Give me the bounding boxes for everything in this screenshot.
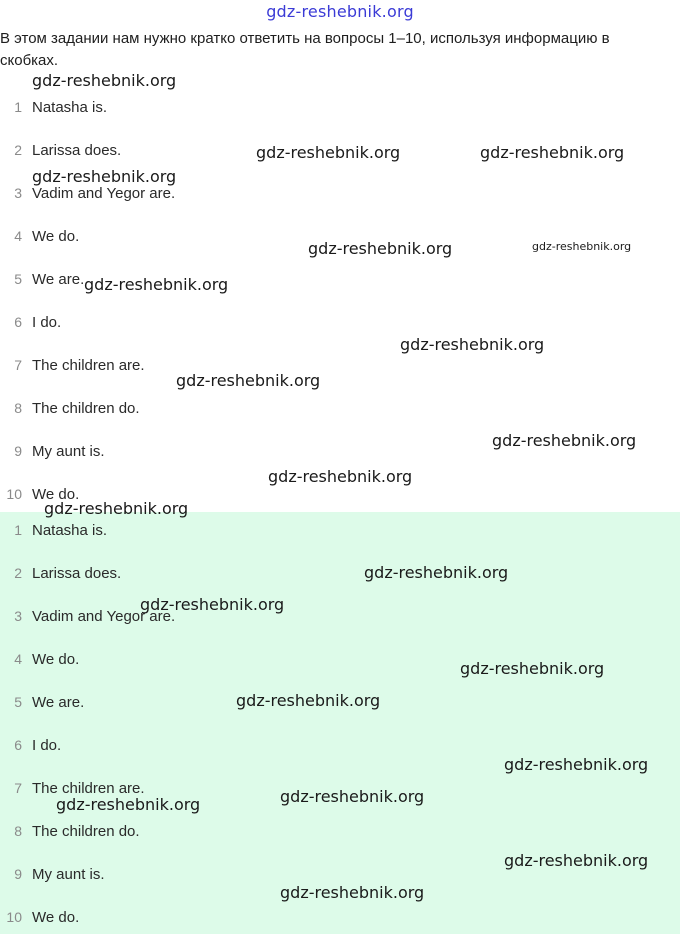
answer-number: 8 [14, 823, 22, 839]
watermark: gdz-reshebnik.org [364, 563, 509, 582]
answer-number: 4 [14, 228, 22, 244]
watermark: gdz-reshebnik.org [268, 467, 413, 486]
watermark: gdz-reshebnik.org [280, 787, 425, 806]
watermark: gdz-reshebnik.org [308, 239, 453, 258]
answer-number: 6 [14, 737, 22, 753]
answer-text: We do. [32, 909, 80, 926]
answers-section-bottom [0, 512, 680, 934]
answer-number: 1 [14, 99, 22, 115]
watermark: gdz-reshebnik.org [256, 143, 401, 162]
answer-row [0, 387, 680, 430]
answer-text: Vadim and Yegor are. [32, 608, 176, 625]
watermark: gdz-reshebnik.org [460, 659, 605, 678]
site-title[interactable]: gdz-reshebnik.org [266, 2, 414, 21]
answer-text: The children are. [32, 357, 145, 374]
answer-text: I do. [32, 737, 62, 754]
answer-text: Natasha is. [32, 522, 108, 539]
answer-row [0, 598, 680, 641]
watermark: gdz-reshebnik.org [480, 143, 625, 162]
watermark: gdz-reshebnik.org [32, 167, 177, 186]
answer-row [0, 555, 680, 598]
answer-text: Larissa does. [32, 565, 122, 582]
watermark: gdz-reshebnik.org [400, 335, 545, 354]
watermark: gdz-reshebnik.org [84, 275, 229, 294]
watermark: gdz-reshebnik.org [280, 883, 425, 902]
answer-number: 4 [14, 651, 22, 667]
answer-text: We are. [32, 694, 85, 711]
answer-text: We do. [32, 651, 80, 668]
answer-number: 1 [14, 522, 22, 538]
answer-number: 10 [6, 909, 22, 925]
answer-number: 2 [14, 142, 22, 158]
answer-number: 9 [14, 866, 22, 882]
answer-text: Larissa does. [32, 142, 122, 159]
answer-text: We do. [32, 486, 80, 503]
watermark: gdz-reshebnik.org [504, 851, 649, 870]
watermark: gdz-reshebnik.org [492, 431, 637, 450]
watermark: gdz-reshebnik.org [532, 240, 632, 253]
answer-number: 5 [14, 694, 22, 710]
watermark: gdz-reshebnik.org [32, 71, 177, 90]
answer-number: 3 [14, 185, 22, 201]
answer-text: Natasha is. [32, 99, 108, 116]
answer-row [0, 899, 680, 934]
answer-row [0, 86, 680, 129]
answer-row [0, 813, 680, 856]
answer-number: 6 [14, 314, 22, 330]
task-intro: В этом задании нам нужно кратко ответить на вопросы 1–10, используя информацию в скобках. [0, 30, 610, 69]
watermark: gdz-reshebnik.org [176, 371, 321, 390]
watermark: gdz-reshebnik.org [236, 691, 381, 710]
answer-text: The children do. [32, 400, 140, 417]
answer-row [0, 344, 680, 387]
answer-number: 7 [14, 780, 22, 796]
answer-number: 8 [14, 400, 22, 416]
answer-text: My aunt is. [32, 866, 105, 883]
answer-number: 2 [14, 565, 22, 581]
watermark: gdz-reshebnik.org [44, 499, 189, 518]
answer-number: 9 [14, 443, 22, 459]
watermark: gdz-reshebnik.org [140, 595, 285, 614]
answer-text: The children are. [32, 780, 145, 797]
answer-row [0, 301, 680, 344]
answer-number: 3 [14, 608, 22, 624]
answer-text: We do. [32, 228, 80, 245]
answer-number: 7 [14, 357, 22, 373]
answer-text: My aunt is. [32, 443, 105, 460]
answer-row [0, 512, 680, 555]
answer-text: I do. [32, 314, 62, 331]
answer-number: 5 [14, 271, 22, 287]
answer-text: The children do. [32, 823, 140, 840]
answer-text: We are. [32, 271, 85, 288]
answer-text: Vadim and Yegor are. [32, 185, 176, 202]
watermark: gdz-reshebnik.org [504, 755, 649, 774]
watermark: gdz-reshebnik.org [56, 795, 201, 814]
answer-number: 10 [6, 486, 22, 502]
